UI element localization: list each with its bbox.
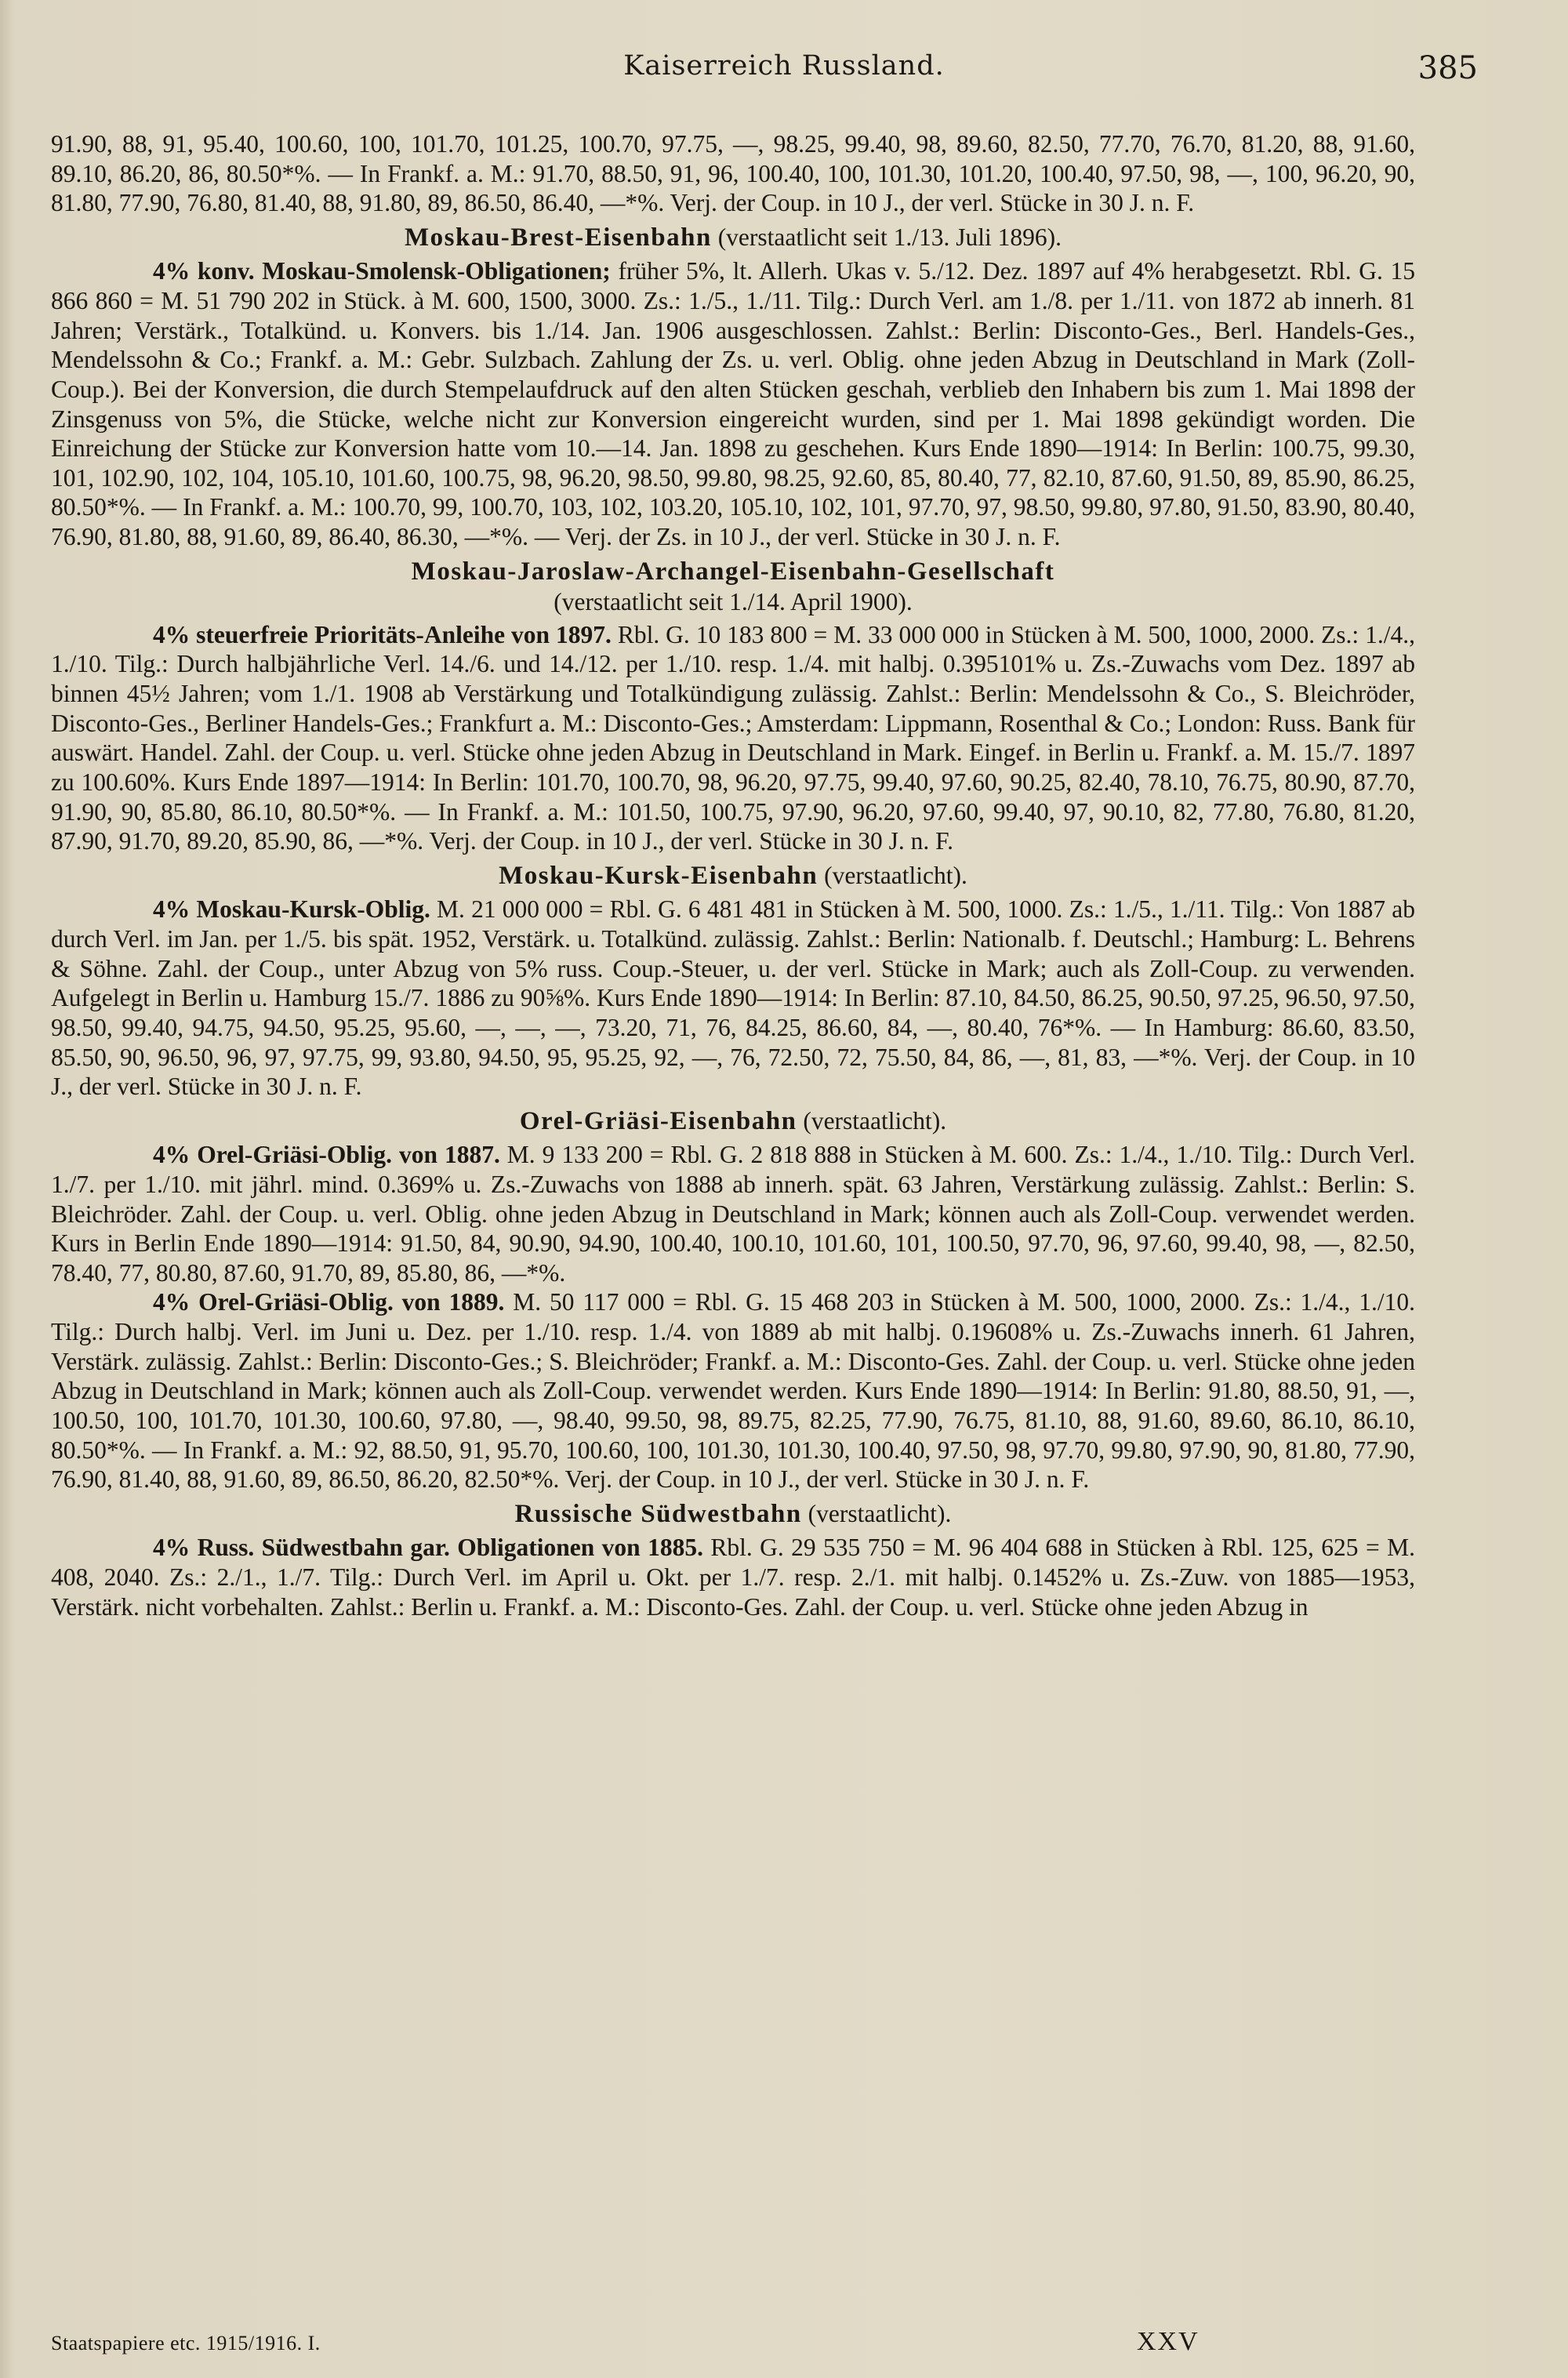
signature-mark: XXV bbox=[1137, 2327, 1200, 2356]
bond-title: 4% steuerfreie Prioritäts-Anleihe von 1897. bbox=[153, 620, 612, 648]
section-note: (verstaatlicht). bbox=[824, 861, 967, 889]
bond-entry bbox=[51, 1140, 1415, 1287]
intro-paragraph: 91.90, 88, 91, 95.40, 100.60, 100, 101.70, 101.25, 100.70, 97.75, —, 98.25, 99.40, 98, 89.60, 82.50, 77.70, 76.70, 81.20, 88, 91.60, 89.10, 86.20, 86, 80.50*%. — In Frankf. a. M.: 91.70, 88.50, 91, 96, 100.40, 100, 101.30, 101.20, 100.40, 97.50, 98, —, 100, 96.20, 90, 81.80, 77.90, 76.80, 81.40, 88, 91.80, 89, 86.50, 86.40, —*%. Verj. der Coup. in 10 J., der verl. Stücke in 30 J. n. F. bbox=[51, 130, 1415, 217]
bond-text: Rbl. G. 29 535 750 = M. 96 404 688 in Stücken à Rbl. 125, 625 = M. 408, 2040. Zs.: 2./1., 1./7. Tilg.: Durch Verl. im April u. Okt. per 1./7. resp. 2./1. mit halbj. 0.1452% u. Zs.-Zuw. von 1885—1953, Verstärk. nicht vorbehalten. Zahlst.: Berlin u. Frankf. a. M.: Disconto-Ges. Zahl. der Coup. u. verl. Stücke ohne jeden Abzug in bbox=[51, 1534, 1415, 1621]
bond-text: M. 21 000 000 = Rbl. G. 6 481 481 in Stücken à M. 500, 1000. Zs.: 1./5., 1./11. Tilg.: Von 1887 ab durch Verl. im Jan. per 1./5. bis spät. 1952, Verstärk. u. Totalkünd. zulässig. Zahlst.: Berlin: Nationalb. f. Deutschl.; Hamburg: L. Behrens & Söhne. Zahl. der Coup., unter Abzug von 5% russ. Coup.-Steuer, u. der verl. Stücke in Mark; auch als Zoll-Coup. zu verwenden. Aufgelegt in Berlin u. Hamburg 15./7. 1886 zu 90⅝%. Kurs Ende 1890—1914: In Berlin: 87.10, 84.50, 86.25, 90.50, 97.25, 96.50, 97.50, 98.50, 99.40, 94.75, 94.50, 95.25, 95.60, —, —, —, 73.20, 71, 76, 84.25, 86.60, 84, —, 80.40, 76*%. — In Hamburg: 86.60, 83.50, 85.50, 90, 96.50, 96, 97, 97.75, 99, 93.80, 94.50, 95, 95.25, 92, —, 76, 72.50, 72, 75.50, 84, 86, —, 81, 83, —*%. Verj. der Coup. in 10 J., der verl. Stücke in 30 J. n. F. bbox=[51, 895, 1416, 1101]
bond-text: früher 5%, lt. Allerh. Ukas v. 5./12. Dez. 1897 auf 4% herabgesetzt. Rbl. G. 15 866 860 = M. 51 790 202 in Stück. à M. 600, 1500, 3000. Zs.: 1./5., 1./11. Tilg.: Durch Verl. am 1./8. per 1./11. von 1872 ab innerh. 81 Jahren; Verstärk., Totalkünd. u. Konvers. bis 1./14. Jan. 1906 ausgeschlossen. Zahlst.: Berlin: Disconto-Ges., Berl. Handels-Ges., Mendelssohn & Co.; Frankf. a. M.: Gebr. Sulzbach. Zahlung der Zs. u. verl. Oblig. ohne jeden Abzug in Deutschland in Mark (Zoll-Coup.). Bei der Konversion, die durch Stempelaufdruck auf den alten Stücken geschah, verblieb den Inhabern bis zum 1. Mai 1898 der Zinsgenuss von 5%, die Stücke, welche nicht zur Konversion eingereicht wurden, sind per 1. Mai 1898 gekündigt worden. Die Einreichung der Stücke zur Konversion hatte vom 10.—14. Jan. 1898 zu geschehen. Kurs Ende 1890—1914: In Berlin: 100.75, 99.30, 101, 102.90, 102, 104, 105.10, 101.60, 100.75, 98, 96.20, 98.50, 99.80, 98.25, 92.60, 85, 80.40, 77, 82.10, 87.60, 91.50, 89, 85.90, 86.25, 80.50*%. — In Frankf. a. M.: 100.70, 99, 100.70, 103, 102, 103.20, 105.10, 102, 101, 97.70, 97, 98.50, 99.80, 97.80, 91.50, 83.90, 80.40, 76.90, 81.80, 88, 91.60, 89, 86.40, 86.30, —*%. — Verj. der Zs. in 10 J., der verl. Stücke in 30 J. n. F. bbox=[51, 257, 1415, 551]
section-heading bbox=[51, 1106, 1415, 1137]
section-heading bbox=[51, 1499, 1415, 1530]
bond-title: 4% Russ. Südwestbahn gar. Obligationen von 1885. bbox=[153, 1534, 703, 1562]
bond-title: 4% Moskau-Kursk-Oblig. bbox=[153, 895, 430, 924]
bond-title: 4% konv. Moskau-Smolensk-Obligationen; bbox=[153, 257, 611, 285]
section-title: Russische Südwestbahn bbox=[514, 1499, 802, 1528]
section-note: (verstaatlicht seit 1./13. Juli 1896). bbox=[717, 223, 1062, 251]
bond-title: 4% Orel-Griäsi-Oblig. von 1887. bbox=[153, 1141, 500, 1169]
footer-imprint: Staatspapiere etc. 1915/1916. I. bbox=[51, 2332, 321, 2354]
bond-entry bbox=[51, 895, 1415, 1101]
section-note: (verstaatlicht). bbox=[803, 1106, 947, 1135]
bond-text: M. 50 117 000 = Rbl. G. 15 468 203 in Stücken à M. 500, 1000, 2000. Zs.: 1./4., 1./10. Tilg.: Durch halbj. Verl. im Juni u. Dez. per 1./10. resp. 1./4. von 1889 ab mit halbj. 0.19608% u. Zs.-Zuwachs innerh. 61 Jahren, Verstärk. zulässig. Zahlst.: Berlin: Disconto-Ges.; S. Bleichröder; Frankf. a. M.: Disconto-Ges. Zahl. der Coup. u. verl. Stücke ohne jeden Abzug in Deutschland in Mark; können auch als Zoll-Coup. verwendet werden. Kurs Ende 1890—1914: In Berlin: 91.80, 88.50, 91, —, 100.50, 100, 101.70, 101.30, 100.60, 97.80, —, 98.40, 99.50, 98, 89.75, 82.25, 77.90, 76.75, 81.10, 88, 91.60, 89.60, 86.10, 86.10, 80.50*%. — In Frankf. a. M.: 92, 88.50, 91, 95.70, 100.60, 100, 101.30, 101.30, 100.40, 97.50, 98, 97.70, 99.80, 97.90, 90, 81.80, 77.90, 76.90, 81.40, 88, 91.60, 89, 86.50, 86.20, 82.50*%. Verj. der Coup. in 10 J., der verl. Stücke in 30 J. n. F. bbox=[51, 1288, 1415, 1494]
section-heading bbox=[51, 557, 1415, 617]
section-title: Moskau-Jaroslaw-Archangel-Eisenbahn-Gesellschaft bbox=[411, 557, 1055, 586]
section-title: Moskau-Brest-Eisenbahn bbox=[405, 223, 712, 252]
bond-text: M. 9 133 200 = Rbl. G. 2 818 888 in Stücken à M. 600. Zs.: 1./4., 1./10. Tilg.: Durch Verl. 1./7. per 1./10. mit jährl. mind. 0.369% u. Zs.-Zuwachs von 1888 ab innerh. spät. 63 Jahren, Verstärkung zulässig. Zahlst.: Berlin: S. Bleichröder. Zahl. der Coup. u. verl. Oblig. ohne jeden Abzug in Deutschland in Mark; können auch als Zoll-Coup. verwendet werden. Kurs in Berlin Ende 1890—1914: 91.50, 84, 90.90, 94.90, 100.40, 100.10, 101.60, 101, 100.50, 97.70, 96, 97.60, 99.40, 98, —, 82.50, 78.40, 77, 80.80, 87.60, 91.70, 89, 85.80, 86, —*%. bbox=[51, 1141, 1415, 1287]
bond-title: 4% Orel-Griäsi-Oblig. von 1889. bbox=[153, 1288, 505, 1316]
section-note: (verstaatlicht). bbox=[808, 1499, 952, 1527]
page-footer bbox=[51, 2327, 1415, 2358]
bond-text: Rbl. G. 10 183 800 = M. 33 000 000 in Stücken à M. 500, 1000, 2000. Zs.: 1./4., 1./10. Tilg.: Durch halbjährliche Verl. 14./6. und 14./12. per 1./10. resp. 1./4. mit halbj. 0.395101% u. Zs.-Zuwachs vom Dez. 1897 ab binnen 45½ Jahren; vom 1./1. 1908 ab Verstärkung und Totalkündigung zulässig. Zahlst.: Berlin: Mendelssohn & Co., S. Bleichröder, Disconto-Ges., Berliner Handels-Ges.; Frankfurt a. M.: Disconto-Ges.; Amsterdam: Lippmann, Rosenthal & Co.; London: Russ. Bank für auswärt. Handel. Zahl. der Coup. u. verl. Stücke ohne jeden Abzug in Deutschland in Mark. Eingef. in Berlin u. Frankf. a. M. 15./7. 1897 zu 100.60%. Kurs Ende 1897—1914: In Berlin: 101.70, 100.70, 98, 96.20, 97.75, 99.40, 97.60, 90.25, 82.40, 78.10, 76.75, 80.90, 87.70, 91.90, 90, 85.80, 86.10, 80.50*%. — In Frankf. a. M.: 101.50, 100.75, 97.90, 96.20, 97.60, 99.40, 97, 90.10, 82, 77.80, 76.80, 81.20, 87.90, 91.70, 89.20, 85.90, 86, —*%. Verj. der Coup. in 10 J., der verl. Stücke in 30 J. n. F. bbox=[51, 620, 1415, 855]
section-title: Moskau-Kursk-Eisenbahn bbox=[499, 861, 818, 890]
section-heading bbox=[51, 861, 1415, 891]
running-title: Kaiserreich Russland. bbox=[623, 50, 945, 82]
section-note: (verstaatlicht seit 1./14. April 1900). bbox=[554, 588, 913, 616]
bond-entry bbox=[51, 1287, 1415, 1494]
bond-entry bbox=[51, 256, 1415, 551]
page-number: 385 bbox=[1417, 50, 1478, 86]
page-body bbox=[51, 129, 1415, 1621]
section-title: Orel-Griäsi-Eisenbahn bbox=[519, 1106, 797, 1135]
bond-entry bbox=[51, 1533, 1415, 1621]
bond-entry bbox=[51, 620, 1415, 856]
section-heading bbox=[51, 223, 1415, 253]
page-header bbox=[47, 50, 1521, 89]
